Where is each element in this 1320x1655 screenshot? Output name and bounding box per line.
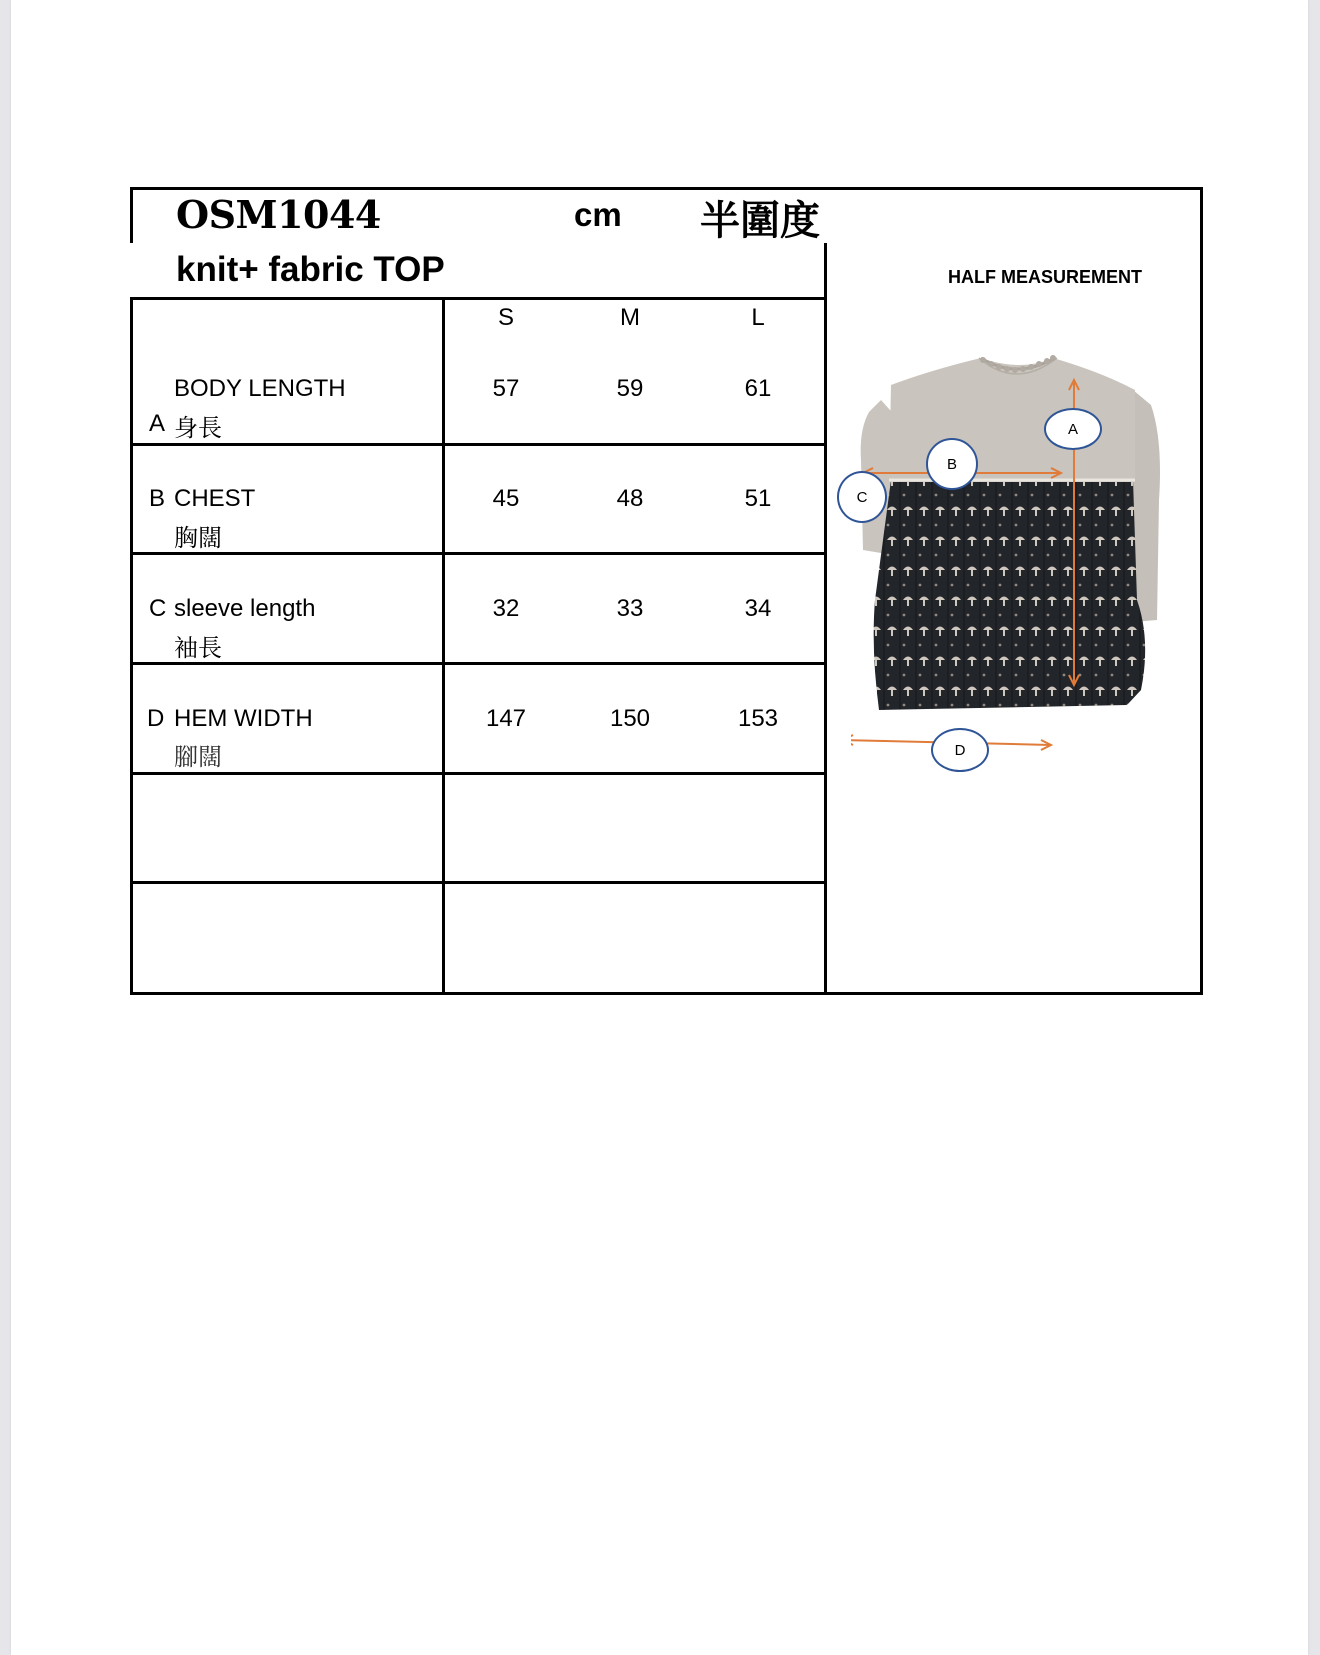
marker-a: A — [1044, 408, 1102, 450]
row-label-en: BODY LENGTH — [174, 375, 346, 402]
table-col-divider — [442, 297, 445, 995]
column-header-m: M — [620, 304, 640, 331]
row-letter: A — [149, 410, 166, 437]
column-header-s: S — [497, 304, 514, 331]
value-l: 34 — [744, 595, 772, 622]
frame-bottom-border — [130, 992, 1203, 995]
row-label-en: HEM WIDTH — [174, 705, 313, 732]
row-letter: C — [149, 595, 167, 622]
value-m: 150 — [609, 705, 651, 732]
value-l: 153 — [737, 705, 779, 732]
document-page — [11, 0, 1308, 1655]
value-s: 147 — [485, 705, 527, 732]
table-top-border — [130, 297, 827, 300]
value-s: 57 — [492, 375, 520, 402]
row-letter: D — [147, 705, 165, 732]
measure-type-cn: 半圍度 — [700, 199, 820, 243]
column-header-l: L — [751, 304, 765, 331]
row-divider — [130, 772, 827, 775]
row-label-cn: 身長 — [174, 415, 222, 442]
row-label-en: CHEST — [174, 485, 256, 512]
row-divider — [130, 881, 827, 884]
table-left-border — [130, 297, 133, 995]
product-name: knit+ fabric TOP — [176, 250, 445, 289]
frame-top-border — [130, 187, 1203, 190]
row-divider — [130, 552, 827, 555]
row-label-en: sleeve length — [174, 595, 316, 622]
marker-d: D — [931, 728, 989, 772]
row-label-cn: 袖長 — [174, 635, 222, 662]
garment-diagram — [851, 350, 1171, 770]
row-label-cn: 胸闊 — [174, 525, 222, 552]
value-m: 48 — [616, 485, 644, 512]
row-letter: B — [149, 485, 166, 512]
row-divider — [130, 662, 827, 665]
product-code: OSM1044 — [176, 192, 381, 237]
marker-b: B — [926, 438, 978, 490]
value-l: 61 — [744, 375, 772, 402]
row-divider — [130, 443, 827, 446]
value-l: 51 — [744, 485, 772, 512]
value-s: 32 — [492, 595, 520, 622]
value-m: 59 — [616, 375, 644, 402]
row-label-cn: 腳闊 — [174, 744, 222, 771]
frame-left-stub — [130, 187, 133, 243]
panel-title: HALF MEASUREMENT — [948, 267, 1142, 287]
value-m: 33 — [616, 595, 644, 622]
value-s: 45 — [492, 485, 520, 512]
marker-c: C — [837, 471, 887, 523]
unit-label: cm — [574, 196, 622, 233]
garment-image-icon — [851, 350, 1171, 770]
frame-right-border — [1200, 187, 1203, 995]
